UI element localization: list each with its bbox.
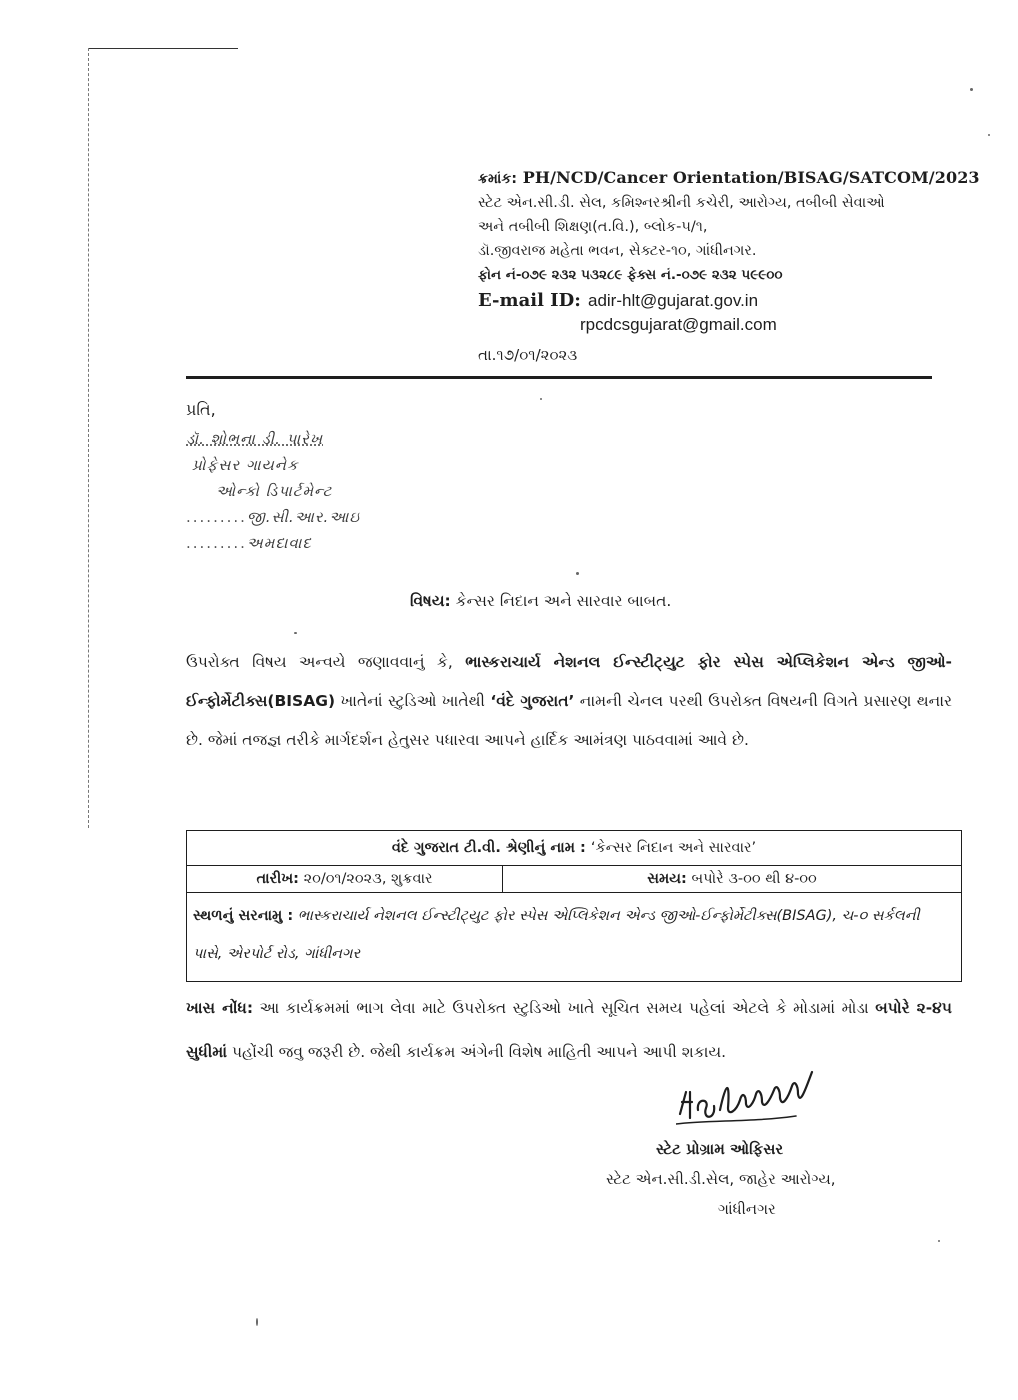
reference-number-line: [478, 166, 988, 191]
event-datetime-row: [187, 866, 961, 893]
note-deadline: બપોરે ૨-૪૫ સુધીમાં: [186, 999, 952, 1061]
signatory-block: [606, 1134, 936, 1224]
recipient-department: ઓન્કો ડિપાર્ટમેન્ટ: [216, 482, 333, 500]
event-date-label: તારીખ:: [256, 871, 299, 887]
event-time-label: સમય:: [647, 871, 687, 887]
venue-label: સ્થળનું સરનામુ :: [193, 908, 294, 924]
scan-speck: [576, 572, 579, 575]
recipient-institute-line: [186, 504, 446, 530]
dotted-leader: .........: [186, 534, 247, 552]
scan-speck: [970, 88, 973, 91]
recipient-name: ડૉ. શોભના ડી. પારેખ: [186, 430, 324, 448]
reference-label: ક્રમાંક:: [478, 171, 518, 187]
header-divider: [186, 376, 932, 379]
scan-speck: [938, 1240, 940, 1242]
recipient-city-line: [186, 530, 446, 556]
series-name: ‘કેન્સર નિદાન અને સારવાર’: [590, 840, 757, 856]
email-label: E-mail ID:: [478, 290, 581, 311]
body-channel: ‘વંદે ગુજરાત’: [490, 692, 575, 710]
series-label: વંદે ગુજરાત ટી.વી. શ્રેણીનું નામ :: [391, 840, 586, 856]
subject-label: વિષય:: [410, 592, 451, 610]
event-date-cell: [187, 866, 503, 892]
recipient-prefix: પ્રતિ,: [186, 400, 216, 419]
address-line-2: અને તબીબી શિક્ષણ(ત.વિ.), બ્લોક-૫/૧,: [478, 219, 708, 235]
body-intro: ઉપરોક્ત વિષય અન્વયે જણાવવાનું કે,: [186, 653, 453, 671]
scan-speck: [988, 134, 990, 136]
event-time-cell: [503, 866, 961, 892]
letterhead: [478, 166, 988, 367]
note-text-1: આ કાર્યક્રમમાં ભાગ લેવા માટે ઉપરોક્ત સ્ટુડિઓ ખાતે સૂચિત સમય પહેલાં એટલે કે મોડામાં મોડા: [259, 999, 869, 1017]
reference-number: PH/NCD/Cancer Orientation/BISAG/SATCOM/2023: [522, 168, 980, 187]
email-address-1: adir-hlt@gujarat.gov.in: [588, 291, 759, 310]
event-series-row: [187, 831, 961, 866]
email-row: [478, 289, 988, 337]
event-date-value: ૨૦/૦૧/૨૦૨૩, શુક્રવાર: [303, 871, 433, 887]
recipient-designation: પ્રોફેસર ગાયનેક: [192, 456, 299, 474]
special-note: [186, 986, 952, 1074]
event-venue-row: [187, 893, 961, 981]
recipient-block: [186, 400, 446, 556]
body-paragraph: [186, 643, 952, 760]
scan-speck: [540, 398, 542, 400]
email-list: [580, 289, 777, 337]
signatory-place: ગાંધીનગર: [718, 1200, 776, 1218]
handwritten-signature: [676, 1062, 836, 1132]
body-rest: નામની ચેનલ પરથી ઉપરોક્ત વિષયની વિગતે પ્રસારણ થનાર છે. જેમાં તજજ્ઞ તરીકે માર્ગદર્શન હેતુસર પધારવા આપને હાર્દિક આમંત્રણ પાઠવવામાં આવે છે.: [186, 692, 953, 749]
recipient-city: અમદાવાદ: [246, 534, 312, 552]
phone-fax-line: ફોન નં-૦૭૯ ૨૩૨ ૫૩૨૮૯ ફેક્સ નં.-૦૭૯ ૨૩૨ ૫૯૯૦૦: [478, 267, 783, 283]
scan-speck: [294, 632, 297, 634]
email-address-2: rpcdcsgujarat@gmail.com: [580, 315, 777, 334]
body-institute: ભાસ્કરાચાર્ય નેશનલ ઈન્સ્ટીટ્યુટ ફોર સ્પેસ એપ્લિકેશન એન્ડ જીઓ-ઈન્ફોર્મેટીક્સ(BISAG): [186, 653, 952, 710]
page-border-top: [88, 48, 238, 49]
page-border-left: [88, 48, 89, 828]
address-line-1: સ્ટેટ એન.સી.ડી. સેલ, કમિશ્નરશ્રીની કચેરી, આરોગ્ય, તબીબી સેવાઓ: [478, 195, 885, 211]
scan-speck: [256, 1318, 258, 1326]
subject-line: [410, 592, 671, 611]
address-line-3: ડૉ.જીવરાજ મહેતા ભવન, સેક્ટર-૧૦, ગાંધીનગર.: [478, 243, 757, 259]
signature-stroke: [680, 1072, 812, 1118]
subject-text: કેન્સર નિદાન અને સારવાર બાબત.: [455, 592, 672, 610]
body-middle: ખાતેનાં સ્ટુડિઓ ખાતેથી: [340, 692, 485, 710]
event-details-table: [186, 830, 962, 982]
dotted-leader: .........: [186, 508, 247, 526]
note-label: ખાસ નોંધ:: [186, 999, 254, 1017]
signatory-department: સ્ટેટ એન.સી.ડી.સેલ, જાહેર આરોગ્ય,: [606, 1170, 836, 1188]
letter-date: તા.૧૭/૦૧/૨૦૨૩: [478, 346, 578, 364]
note-text-2: પહોંચી જવુ જરૂરી છે. જેથી કાર્યક્રમ અંગેની વિશેષ માહિતી આપને આપી શકાય.: [231, 1043, 727, 1061]
signature-underline: [676, 1116, 796, 1124]
venue-address: ભાસ્કરાચાર્ય નેશનલ ઈન્સ્ટીટ્યુટ ફોર સ્પેસ એપ્લિકેશન એન્ડ જીઓ-ઈન્ફોર્મેટીક્સ(BISAG), ચ-૦ સર્કલની પાસે, એરપોર્ટ રોડ, ગાંધીનગર: [193, 908, 920, 962]
event-time-value: બપોરે ૩-૦૦ થી ૪-૦૦: [691, 871, 817, 887]
signatory-title: સ્ટેટ પ્રોગ્રામ ઓફિસર: [656, 1140, 784, 1158]
recipient-institute: જી.સી.આર.આઇ: [246, 508, 361, 526]
